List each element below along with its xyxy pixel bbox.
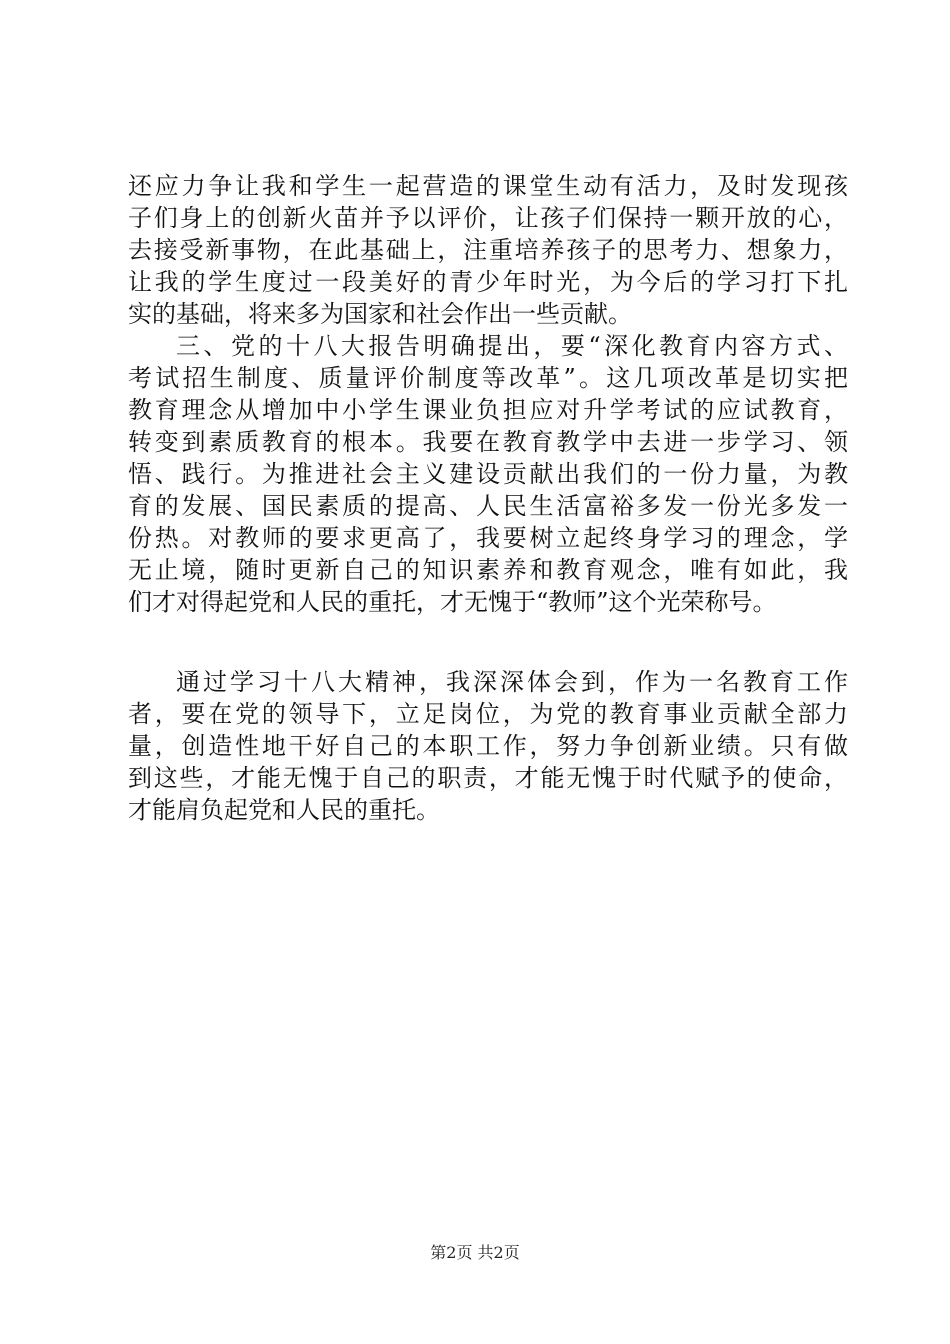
text-line: 子们身上的创新火苗并予以评价，让孩子们保持一颗开放的心，	[128, 204, 848, 232]
text-line: 量，创造性地干好自己的本职工作，努力争创新业绩。只有做	[128, 732, 848, 760]
text-line: 让我的学生度过一段美好的青少年时光，为今后的学习打下扎	[128, 268, 848, 296]
document-body	[128, 170, 848, 826]
text-line: 们才对得起党和人民的重托，才无愧于“教师”这个光荣称号。	[128, 588, 777, 616]
text-line: 考试招生制度、质量评价制度等改革”。这几项改革是切实把	[128, 364, 848, 392]
text-line: 到这些，才能无愧于自己的职责，才能无愧于时代赋予的使命，	[128, 764, 848, 792]
page-number: 第2页 共2页	[430, 1243, 520, 1262]
text-line: 无止境，随时更新自己的知识素养和教育观念，唯有如此，我	[128, 556, 848, 584]
text-line: 通过学习十八大精神，我深深体会到，作为一名教育工作	[176, 668, 848, 696]
text-line: 教育理念从增加中小学生课业负担应对升学考试的应试教育，	[128, 396, 848, 424]
paragraph-section-three	[128, 330, 848, 618]
text-line: 转变到素质教育的根本。我要在教育教学中去进一步学习、领	[128, 428, 848, 456]
text-line: 悟、践行。为推进社会主义建设贡献出我们的一份力量，为教	[128, 460, 848, 488]
paragraph-spacer	[128, 618, 848, 666]
text-line: 去接受新事物，在此基础上，注重培养孩子的思考力、想象力，	[128, 236, 848, 264]
text-line: 还应力争让我和学生一起营造的课堂生动有活力，及时发现孩	[128, 172, 848, 200]
text-line: 者，要在党的领导下，立足岗位，为党的教育事业贡献全部力	[128, 700, 848, 728]
text-line: 三、党的十八大报告明确提出，要“深化教育内容方式、	[176, 332, 848, 360]
paragraph-continuation	[128, 170, 848, 330]
paragraph-conclusion	[128, 666, 848, 826]
text-line: 实的基础，将来多为国家和社会作出一些贡献。	[128, 300, 632, 328]
text-line: 育的发展、国民素质的提高、人民生活富裕多发一份光多发一	[128, 492, 848, 520]
page-footer	[0, 1243, 950, 1263]
text-line: 份热。对教师的要求更高了，我要树立起终身学习的理念，学	[128, 524, 848, 552]
text-line: 才能肩负起党和人民的重托。	[128, 796, 440, 824]
